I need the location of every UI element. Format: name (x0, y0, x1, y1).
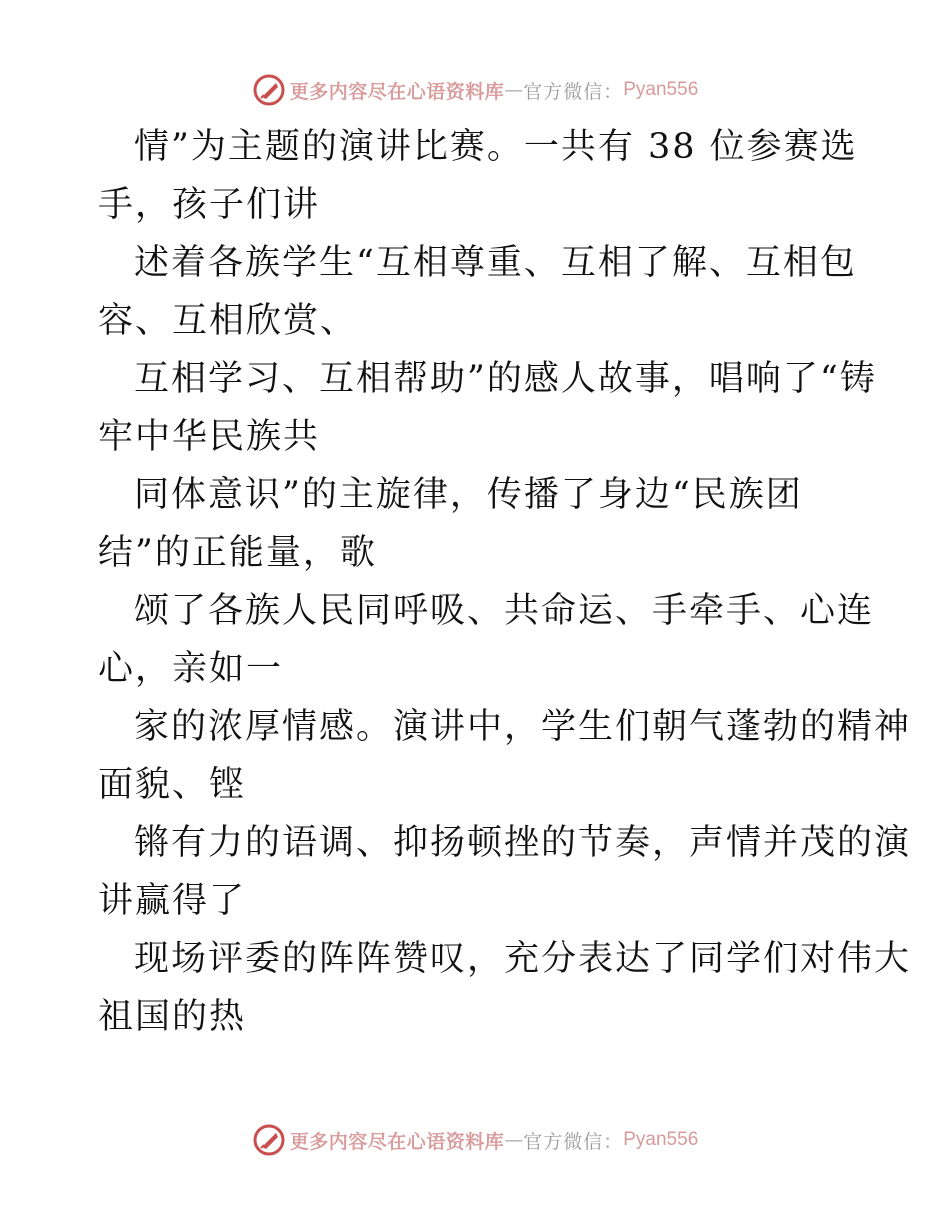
quill-logo-icon (252, 1123, 286, 1157)
text-line: 结”的正能量，歌 (98, 533, 377, 573)
text-line: 面貌、铿 (98, 765, 247, 805)
text-line: 现场评委的阵阵赞叹，充分表达了同学们对伟大 (134, 939, 912, 979)
text-line: 祖国的热 (98, 997, 247, 1037)
header-watermark (0, 70, 950, 110)
watermark-handle: Pyan556 (623, 1129, 699, 1150)
text-line: 同体意识”的主旋律，传播了身边“民族团 (134, 475, 803, 515)
text-line: 手，孩子们讲 (98, 185, 321, 225)
watermark-dash: — (504, 1129, 524, 1151)
text-line: 情”为主题的演讲比赛。一共有 38 位参赛选 (134, 127, 858, 167)
text-line: 心，亲如一 (98, 649, 284, 689)
watermark-dash: — (504, 79, 524, 101)
quill-logo-icon (252, 73, 286, 107)
watermark-handle: Pyan556 (623, 79, 699, 100)
watermark-main-text: 更多内容尽在心语资料库 (289, 1130, 505, 1153)
text-line: 讲赢得了 (98, 881, 247, 921)
watermark-label: 官方微信： (523, 80, 624, 103)
text-line: 容、互相欣赏、 (98, 301, 358, 341)
text-line: 互相学习、互相帮助”的感人故事，唱响了“铸 (134, 359, 877, 399)
document-body (98, 118, 912, 1046)
text-line: 颂了各族人民同呼吸、共命运、手牵手、心连 (134, 591, 875, 631)
text-line: 家的浓厚情感。演讲中，学生们朝气蓬勃的精神 (134, 707, 912, 747)
text-line: 锵有力的语调、抑扬顿挫的节奏，声情并茂的演 (134, 823, 912, 863)
watermark-label: 官方微信： (523, 1130, 624, 1153)
text-line: 牢中华民族共 (98, 417, 321, 457)
watermark-main-text: 更多内容尽在心语资料库 (289, 80, 505, 103)
text-line: 述着各族学生“互相尊重、互相了解、互相包 (134, 243, 857, 283)
footer-watermark (0, 1120, 950, 1160)
